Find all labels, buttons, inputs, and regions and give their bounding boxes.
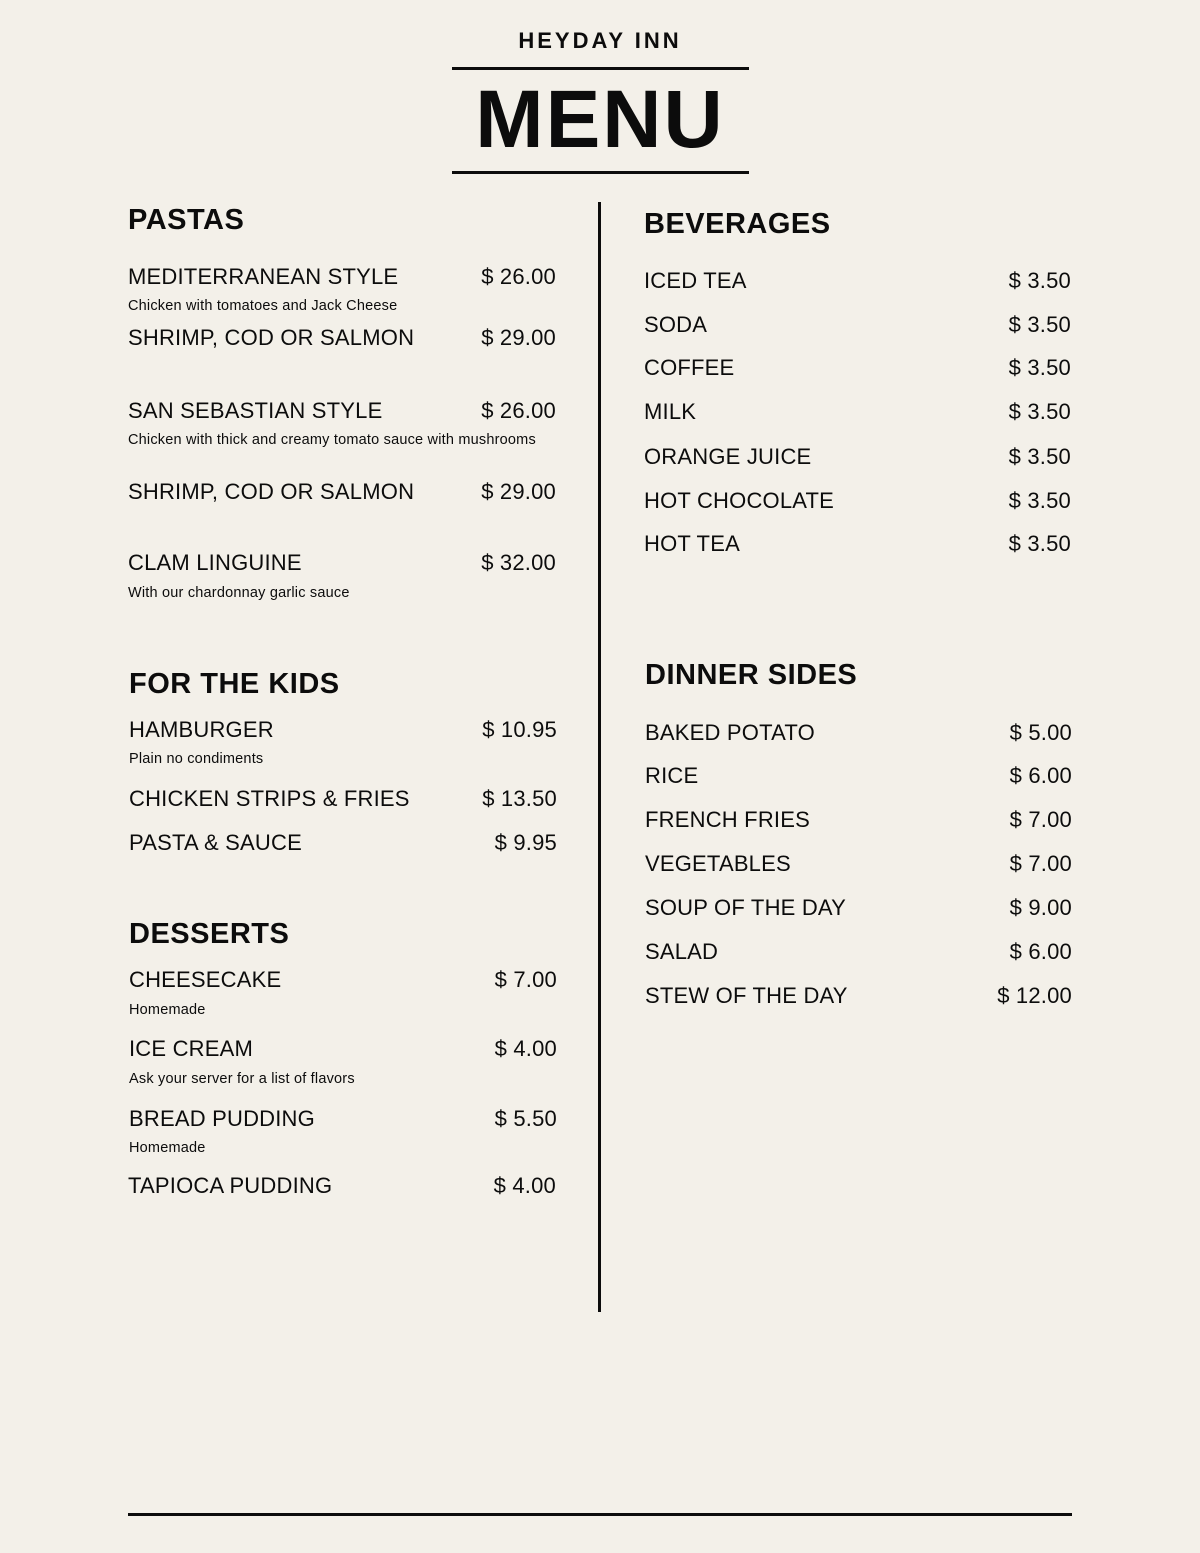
menu-item-name: SAN SEBASTIAN STYLE: [128, 398, 383, 423]
menu-item-price: $ 13.50: [482, 786, 557, 811]
section-heading-desserts: DESSERTS: [129, 918, 290, 950]
menu-item-price: $ 4.00: [494, 1036, 557, 1061]
menu-item-description: Chicken with tomatoes and Jack Cheese: [128, 298, 398, 314]
menu-item-price: $ 3.50: [1008, 399, 1071, 424]
menu-item-price: $ 29.00: [481, 479, 556, 504]
menu-item-name: CHEESECAKE: [129, 967, 282, 992]
menu-item-name: COFFEE: [644, 355, 735, 380]
menu-item-price: $ 3.50: [1008, 268, 1071, 293]
page-title: MENU: [475, 74, 725, 165]
menu-item-description: Plain no condiments: [129, 751, 264, 767]
menu-item-name: SHRIMP, COD OR SALMON: [128, 479, 415, 504]
menu-item-price: $ 26.00: [481, 398, 556, 423]
section-heading-kids: FOR THE KIDS: [129, 668, 340, 700]
menu-item-name: PASTA & SAUCE: [129, 830, 302, 855]
menu-item-price: $ 7.00: [1009, 851, 1072, 876]
menu-item-price: $ 12.00: [997, 983, 1072, 1008]
menu-item-name: ICE CREAM: [129, 1036, 254, 1061]
menu-item-name: ORANGE JUICE: [644, 444, 812, 469]
menu-item-name: HOT CHOCOLATE: [644, 488, 835, 513]
menu-item-name: MILK: [644, 399, 697, 424]
menu-item-price: $ 7.00: [494, 967, 557, 992]
menu-item-price: $ 9.00: [1009, 895, 1072, 920]
menu-item-name: MEDITERRANEAN STYLE: [128, 264, 399, 289]
menu-item-price: $ 3.50: [1008, 355, 1071, 380]
menu-item-name: VEGETABLES: [645, 851, 791, 876]
column-divider: [598, 202, 601, 1312]
menu-item-name: STEW OF THE DAY: [645, 983, 848, 1008]
menu-item-name: CHICKEN STRIPS & FRIES: [129, 786, 410, 811]
menu-item-name: CLAM LINGUINE: [128, 550, 302, 575]
menu-item-price: $ 3.50: [1008, 488, 1071, 513]
menu-item-description: Ask your server for a list of flavors: [129, 1071, 355, 1087]
section-heading-pastas: PASTAS: [128, 204, 245, 236]
menu-item-price: $ 3.50: [1008, 531, 1071, 556]
menu-item-name: RICE: [645, 763, 699, 788]
menu-item-price: $ 4.00: [493, 1173, 556, 1198]
menu-item-name: TAPIOCA PUDDING: [128, 1173, 333, 1198]
menu-item-price: $ 6.00: [1009, 763, 1072, 788]
menu-item-name: FRENCH FRIES: [645, 807, 810, 832]
menu-item-name: BAKED POTATO: [645, 720, 815, 745]
menu-item-price: $ 3.50: [1008, 444, 1071, 469]
header-rule-bottom: [452, 171, 749, 174]
menu-item-price: $ 9.95: [494, 830, 557, 855]
menu-item-name: SHRIMP, COD OR SALMON: [128, 325, 415, 350]
menu-item-price: $ 5.00: [1009, 720, 1072, 745]
menu-item-name: ICED TEA: [644, 268, 747, 293]
section-heading-beverages: BEVERAGES: [644, 208, 831, 240]
menu-item-name: HAMBURGER: [129, 717, 274, 742]
header-rule-top: [452, 67, 749, 70]
menu-item-price: $ 5.50: [494, 1106, 557, 1131]
menu-item-description: Homemade: [129, 1140, 206, 1156]
menu-item-price: $ 6.00: [1009, 939, 1072, 964]
menu-item-name: HOT TEA: [644, 531, 740, 556]
menu-item-name: SODA: [644, 312, 708, 337]
menu-item-name: BREAD PUDDING: [129, 1106, 315, 1131]
section-heading-dinner-sides: DINNER SIDES: [645, 659, 858, 691]
menu-item-name: SOUP OF THE DAY: [645, 895, 847, 920]
footer-rule: [128, 1513, 1072, 1516]
menu-item-price: $ 3.50: [1008, 312, 1071, 337]
menu-item-name: SALAD: [645, 939, 719, 964]
menu-item-description: With our chardonnay garlic sauce: [128, 585, 350, 601]
menu-item-price: $ 10.95: [482, 717, 557, 742]
menu-item-price: $ 32.00: [481, 550, 556, 575]
menu-item-price: $ 7.00: [1009, 807, 1072, 832]
restaurant-name: HEYDAY INN: [518, 28, 682, 53]
menu-item-price: $ 29.00: [481, 325, 556, 350]
menu-item-description: Chicken with thick and creamy tomato sauce with mushrooms: [128, 432, 536, 448]
menu-item-description: Homemade: [129, 1002, 206, 1018]
menu-item-price: $ 26.00: [481, 264, 556, 289]
